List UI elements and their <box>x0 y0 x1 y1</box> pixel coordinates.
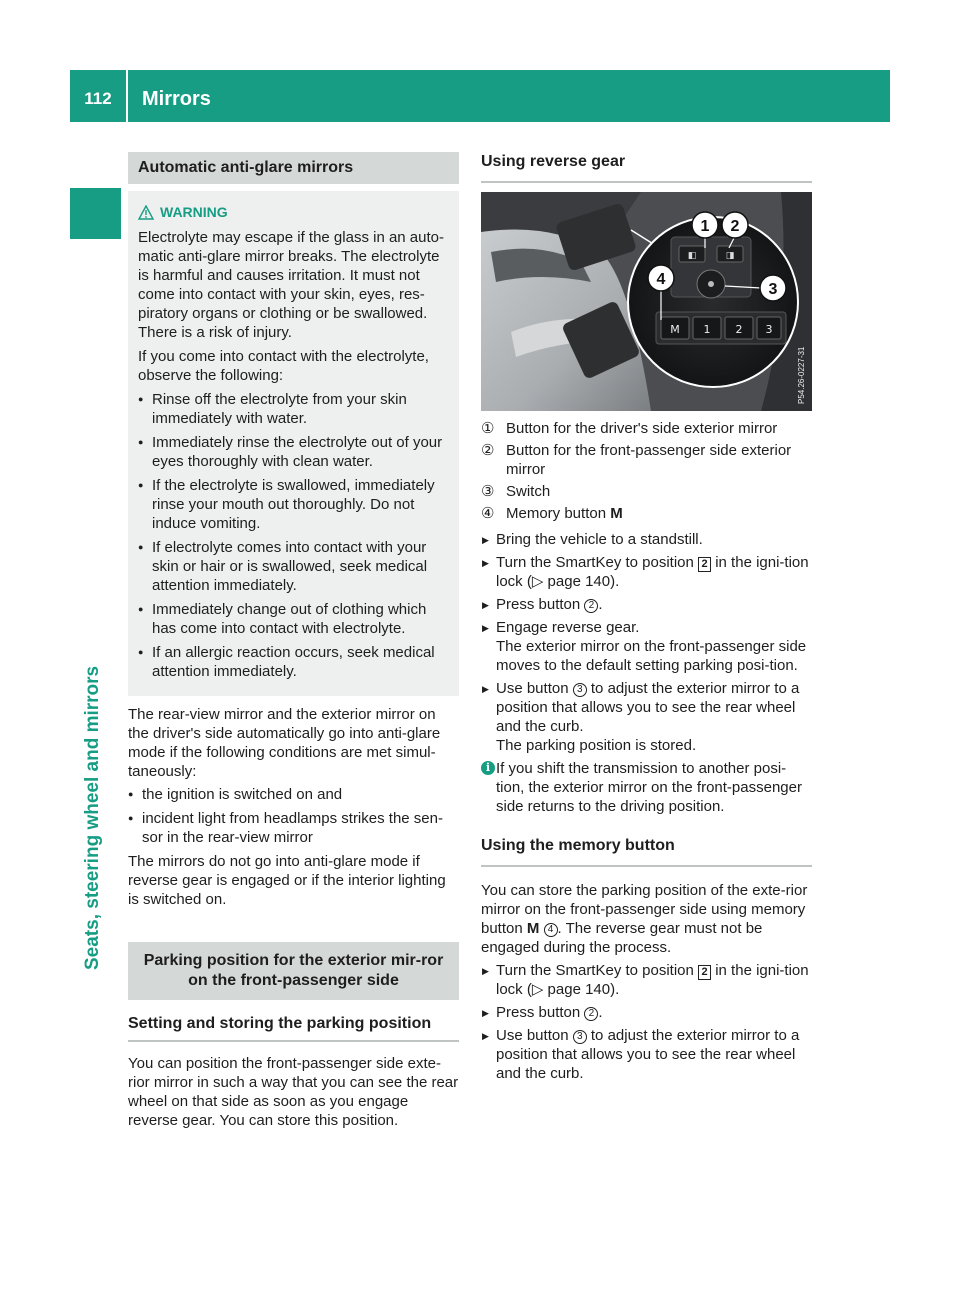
memory-button-m: M <box>670 323 680 336</box>
page-title: Mirrors <box>142 88 211 110</box>
memory-button-3: 3 <box>765 323 773 336</box>
parking-position-heading: Parking position for the exterior mir-ror on the front-passenger side <box>128 942 459 1000</box>
button-ref: 4 <box>544 923 558 937</box>
body-paragraph: You can store the parking position of the exte-rior mirror on the front-passenger side using memory button M 4 . The reverse gear must not be engaged during the process. <box>481 882 808 956</box>
warning-bullet: ● If electrolyte comes into contact with your skin or hair or is swallowed, seek medical attention immediately. <box>138 538 449 595</box>
body-paragraph: The rear-view mirror and the exterior mirror on the driver's side automatically go into anti-glare mode if the following conditions are met simul-taneously: <box>128 706 441 780</box>
legend-item: ③ Switch <box>481 483 551 500</box>
info-icon: i <box>481 761 495 775</box>
step-result: The parking position is stored. <box>496 737 697 754</box>
section-marker <box>70 188 121 239</box>
svg-text:◧: ◧ <box>687 251 697 261</box>
callout-1: 1 <box>700 218 710 235</box>
warning-bullet: ● If an allergic reaction occurs, seek medical attention immediately. <box>138 643 449 681</box>
step-result: The exterior mirror on the front-passenger side moves to the default setting parking posi-tion. <box>496 638 807 674</box>
page-number: 112 <box>84 89 112 108</box>
left-column <box>128 152 459 1130</box>
instruction-step: ▶ Use button 3 to adjust the exterior mirror to a position that allows you to see the rear wheel and the curb. <box>481 1026 812 1083</box>
auto-antiglare-heading: Automatic anti-glare mirrors <box>128 152 459 184</box>
setting-storing-heading: Setting and storing the parking position <box>128 1014 459 1042</box>
instruction-step: ▶ Press button 2 . <box>481 1003 812 1022</box>
header-divider <box>126 70 128 122</box>
warning-observe: If you come into contact with the electrolyte, observe the following: <box>138 348 429 384</box>
figure-legend <box>481 419 812 523</box>
door-panel-illustration <box>481 192 812 411</box>
button-ref: 2 <box>584 599 598 613</box>
key-position-box: 2 <box>698 557 711 572</box>
button-ref: 3 <box>573 683 587 697</box>
page-reference-link[interactable]: ▷ page 140 <box>531 573 611 590</box>
callout-2: 2 <box>730 218 740 235</box>
warning-bullet: ● Immediately rinse the electrolyte out of your eyes thoroughly with clean water. <box>138 433 449 471</box>
button-ref: 3 <box>573 1030 587 1044</box>
warning-bullet: ● If the electrolyte is swallowed, immediately rinse your mouth out thoroughly. Do not induce vomiting. <box>138 476 449 533</box>
button-ref: 2 <box>584 1007 598 1021</box>
figure-code: P54.26-0227-31 <box>797 346 806 404</box>
callout-4: 4 <box>656 271 666 288</box>
memory-button-heading: Using the memory button <box>481 836 812 867</box>
reverse-gear-heading: Using reverse gear <box>481 152 812 183</box>
body-paragraph: The mirrors do not go into anti-glare mode if reverse gear is engaged or if the interior lighting is switched on. <box>128 853 446 908</box>
svg-text:◨: ◨ <box>725 251 735 261</box>
condition-bullet: ● incident light from headlamps strikes the sen-sor in the rear-view mirror <box>128 809 459 847</box>
condition-bullet: ● the ignition is switched on and <box>128 785 459 804</box>
warning-title <box>138 203 449 222</box>
instruction-step: ▶ Turn the SmartKey to position 2 in the igni-tion lock (▷ page 140). <box>481 553 812 591</box>
warning-label: WARNING <box>160 204 228 220</box>
instruction-step: ▶ Bring the vehicle to a standstill. <box>481 530 812 549</box>
instruction-step: ▶ Press button 2 . <box>481 595 812 614</box>
info-note: i If you shift the transmission to another posi-tion, the exterior mirror on the front-passenger side returns to the driving position. <box>481 759 812 816</box>
warning-box <box>128 191 459 696</box>
chapter-tab <box>70 248 122 968</box>
legend-item: ① Button for the driver's side exterior mirror <box>481 420 778 437</box>
door-control-figure <box>481 192 812 411</box>
memory-button-1: 1 <box>703 323 711 336</box>
warning-triangle-icon <box>138 205 154 220</box>
legend-item: ④ Memory button M <box>481 505 623 522</box>
warning-text: Electrolyte may escape if the glass in an auto-matic anti-glare mirror breaks. The electrolyte is harmful and causes irritation. It must not come into contact with your skin, eyes, res-piratory organs or clothing or be swallowed. There is a risk of injury. <box>138 229 444 341</box>
legend-item: ② Button for the front-passenger side exterior mirror <box>481 442 792 478</box>
body-paragraph: You can position the front-passenger side exte-rior mirror in such a way that you can see the rear wheel on that side as soon as you engage reverse gear. You can store this position. <box>128 1055 459 1129</box>
warning-bullet: ● Rinse off the electrolyte from your skin immediately with water. <box>138 390 449 428</box>
right-column <box>481 152 812 1083</box>
page-reference-link[interactable]: ▷ page 140 <box>531 981 611 998</box>
key-position-box: 2 <box>698 965 711 980</box>
callout-3: 3 <box>768 281 778 298</box>
instruction-step: ▶ Engage reverse gear. The exterior mirror on the front-passenger side moves to the default setting parking posi-tion. <box>481 618 812 675</box>
instruction-step: ▶ Turn the SmartKey to position 2 in the igni-tion lock (▷ page 140). <box>481 961 812 999</box>
warning-bullet: ● Immediately change out of clothing which has come into contact with electrolyte. <box>138 600 449 638</box>
memory-button-2: 2 <box>735 323 743 336</box>
instruction-step: ▶ Use button 3 to adjust the exterior mirror to a position that allows you to see the rear wheel and the curb. The parking position is stored. <box>481 679 812 755</box>
chapter-label: Seats, steering wheel and mirrors <box>82 665 103 970</box>
